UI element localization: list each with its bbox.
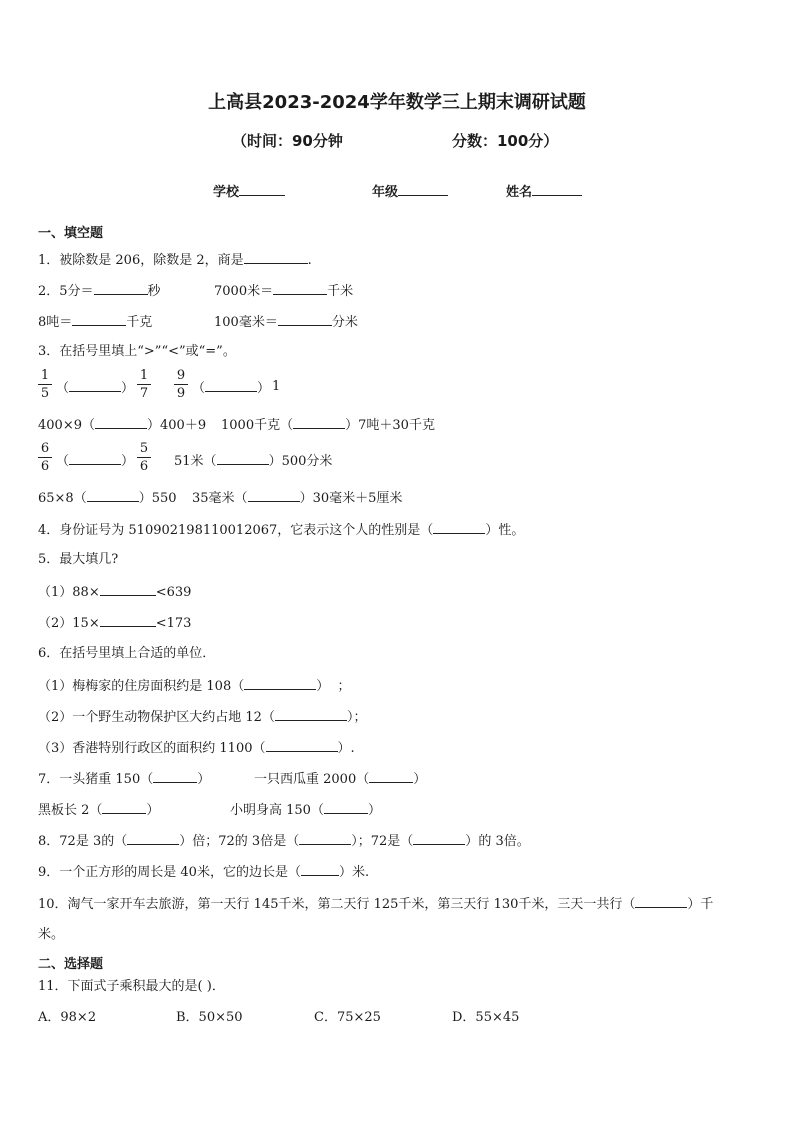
- q8b-blank[interactable]: [286, 834, 358, 849]
- question-3: 3．在括号里填上“>”“<”或“=”。: [38, 344, 236, 359]
- question-2-b: 7000米＝ 千米: [214, 280, 353, 302]
- question-2-c: 8吨＝ 千克: [38, 311, 152, 333]
- q6b-blank[interactable]: [262, 710, 354, 725]
- grade-field[interactable]: [372, 181, 448, 200]
- compare-blank-6[interactable]: [204, 454, 282, 469]
- question-6-2: （2）一个野生动物保护区大约占地 12（ ） ；: [38, 706, 367, 728]
- grade-label: 年级: [372, 185, 399, 200]
- q6c-blank[interactable]: [253, 741, 351, 756]
- question-7-d: 小明身高 150（ ）: [230, 799, 381, 821]
- q7b-blank[interactable]: [356, 772, 426, 787]
- question-7-c: 黑板长 2（ ）: [38, 799, 159, 821]
- q5a-blank[interactable]: [100, 581, 156, 596]
- fraction-6-6: 6 6: [38, 441, 52, 474]
- q10-blank[interactable]: [622, 897, 700, 912]
- question-5-2: （2）15× <173: [38, 612, 191, 634]
- exam-time: （时间：90分钟: [232, 132, 343, 150]
- fraction-1-7: 1 7: [137, 368, 151, 401]
- question-5: 5．最大填几?: [38, 552, 119, 567]
- compare-blank-7[interactable]: [74, 491, 152, 506]
- compare-blank-8[interactable]: [235, 491, 313, 506]
- q6a-blank[interactable]: [231, 679, 329, 694]
- question-6-1: （1）梅梅家的住房面积约是 108（ ） ；: [38, 675, 351, 697]
- q7d-blank[interactable]: [311, 803, 381, 818]
- q4-blank[interactable]: [420, 523, 498, 538]
- compare-blank-4[interactable]: [280, 418, 358, 433]
- question-6-3: （3）香港特别行政区的面积约 1100（ ） .: [38, 737, 355, 759]
- fraction-5-6: 5 6: [137, 441, 151, 474]
- compare-value-one: 1: [272, 379, 281, 394]
- compare-row-2b: 1000千克（ ） 7吨＋30千克: [221, 414, 435, 436]
- compare-blank-2[interactable]: [192, 377, 270, 399]
- compare-blank-1[interactable]: [56, 377, 134, 399]
- question-2-a: 2．5分＝ 秒: [38, 280, 161, 302]
- question-10: 10．淘气一家开车去旅游，第一天行 145千米，第二天行 125千米，第三天行 130千米，三天一共行（ ） 千: [38, 893, 713, 915]
- fraction-9-9: 9 9: [174, 368, 188, 401]
- option-c[interactable]: C．75×25: [314, 1010, 381, 1025]
- option-d[interactable]: D．55×45: [452, 1010, 520, 1025]
- q8a-blank[interactable]: [114, 834, 192, 849]
- section-fill-heading: 一、填空题: [38, 226, 104, 241]
- compare-row-4a: 65×8（ ） 550: [38, 487, 177, 509]
- question-8: 8．72是 3的（ ） 倍；72的 3倍是（ ） ；72是（ ） 的 3倍。: [38, 830, 530, 852]
- q5b-blank[interactable]: [100, 612, 156, 627]
- q2d-blank[interactable]: [278, 311, 332, 326]
- option-b[interactable]: B．50×50: [176, 1010, 243, 1025]
- section-choice-heading: 二、选择题: [38, 957, 104, 972]
- compare-blank-3[interactable]: [82, 418, 160, 433]
- question-11: 11．下面式子乘积最大的是( )．: [38, 979, 225, 994]
- question-2-d: 100毫米＝ 分米: [214, 311, 358, 333]
- school-field[interactable]: [213, 181, 285, 200]
- question-6: 6．在括号里填上合适的单位．: [38, 646, 216, 661]
- question-10-cont: 米。: [38, 927, 65, 942]
- compare-row-2a: 400×9（ ） 400＋9: [38, 414, 206, 436]
- q8c-blank[interactable]: [400, 834, 478, 849]
- question-9: 9．一个正方形的周长是 40米，它的边长是（ ） 米.: [38, 861, 369, 883]
- question-4: 4．身份证号为 510902198110012067，它表示这个人的性别是（ ） 性。: [38, 519, 524, 541]
- option-a[interactable]: A．98×2: [38, 1010, 97, 1025]
- q7c-blank[interactable]: [89, 803, 159, 818]
- q7a-blank[interactable]: [140, 772, 210, 787]
- q2c-blank[interactable]: [72, 311, 126, 326]
- compare-blank-5[interactable]: [56, 450, 134, 472]
- q1-blank[interactable]: [244, 249, 308, 264]
- exam-score: 分数：100分）: [452, 132, 559, 150]
- compare-row-3b: 51米（ ） 500分米: [174, 450, 332, 472]
- question-1: 1．被除数是 206，除数是 2，商是 .: [38, 249, 312, 271]
- question-7-a: 7．一头猪重 150（ ）: [38, 768, 210, 790]
- name-label: 姓名: [506, 185, 533, 200]
- name-field[interactable]: [506, 181, 582, 200]
- question-5-1: （1）88× <639: [38, 581, 191, 603]
- q2b-blank[interactable]: [273, 280, 327, 295]
- compare-row-4b: 35毫米（ ） 30毫米＋5厘米: [192, 487, 402, 509]
- q9-blank[interactable]: [288, 865, 352, 880]
- q2a-blank[interactable]: [94, 280, 148, 295]
- question-7-b: 一只西瓜重 2000（ ）: [254, 768, 426, 790]
- school-label: 学校: [213, 185, 240, 200]
- exam-title: 上高县2023-2024学年数学三上期末调研试题: [208, 92, 586, 113]
- fraction-1-5: 1 5: [38, 368, 52, 401]
